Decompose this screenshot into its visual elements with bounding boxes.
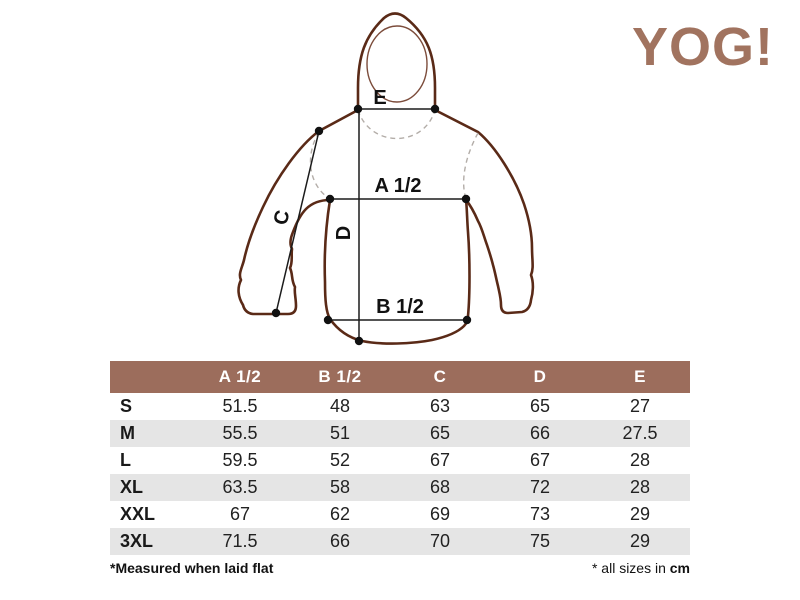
- right-armhole-seam: [464, 133, 478, 199]
- table-row-s: [110, 393, 690, 420]
- value-cell: 67: [529, 450, 551, 470]
- value-cell: 27: [629, 396, 651, 416]
- brand-logo: YOG!: [631, 17, 774, 77]
- header-cell-c: C: [433, 367, 447, 386]
- value-cell: 28: [629, 450, 651, 470]
- value-cell: 68: [429, 477, 451, 497]
- size-label: S: [120, 396, 133, 416]
- hood-outline: [358, 14, 435, 111]
- value-cell: 29: [629, 531, 651, 551]
- table-row-l: [110, 447, 690, 474]
- header-cell-a: A 1/2: [218, 367, 262, 386]
- size-label: 3XL: [120, 531, 154, 551]
- value-cell: 58: [329, 477, 351, 497]
- label-c: C: [269, 208, 295, 228]
- value-cell: 51.5: [222, 396, 258, 416]
- size-label: XXL: [120, 504, 156, 524]
- value-cell: 28: [629, 477, 651, 497]
- table-row-xxl: [110, 501, 690, 528]
- footnote-measured-flat: *Measured when laid flat: [110, 560, 274, 576]
- value-cell: 72: [529, 477, 551, 497]
- value-cell: 59.5: [222, 450, 258, 470]
- value-cell: 66: [329, 531, 351, 551]
- value-cell: 67: [229, 504, 251, 524]
- value-cell: 63.5: [222, 477, 258, 497]
- table-header-row: [110, 361, 690, 393]
- table-row-xl: [110, 474, 690, 501]
- size-label: L: [120, 450, 131, 470]
- footnote-units-unit: cm: [669, 560, 690, 576]
- measurement-dots: [269, 105, 471, 345]
- size-table: [110, 361, 690, 555]
- value-cell: 63: [429, 396, 451, 416]
- header-cell-d: D: [533, 367, 547, 386]
- value-cell: 71.5: [222, 531, 258, 551]
- label-d: D: [333, 225, 355, 241]
- value-cell: 67: [429, 450, 451, 470]
- left-armhole-seam: [310, 132, 330, 199]
- label-e: E: [373, 87, 387, 109]
- value-cell: 55.5: [222, 423, 258, 443]
- label-b-half: B 1/2: [376, 296, 424, 318]
- size-label: M: [120, 423, 135, 443]
- left-sleeve-outline: [239, 110, 358, 314]
- value-cell: 62: [329, 504, 351, 524]
- label-a-half: A 1/2: [374, 175, 422, 197]
- value-cell: 75: [529, 531, 551, 551]
- footnote-units: [390, 560, 690, 576]
- value-cell: 66: [529, 423, 551, 443]
- value-cell: 27.5: [622, 423, 658, 443]
- value-cell: 29: [629, 504, 651, 524]
- value-cell: 65: [429, 423, 451, 443]
- value-cell: 65: [529, 396, 551, 416]
- value-cell: 70: [429, 531, 451, 551]
- header-cell-b: B 1/2: [318, 367, 362, 386]
- header-cell-e: E: [634, 367, 646, 386]
- table-row-3xl: [110, 528, 690, 555]
- collar-seam: [358, 110, 435, 139]
- value-cell: 69: [429, 504, 451, 524]
- body-outline: [325, 200, 470, 344]
- value-cell: 48: [329, 396, 351, 416]
- footnote-units-text: * all sizes in: [591, 560, 670, 576]
- right-sleeve-outline: [435, 110, 533, 313]
- value-cell: 52: [329, 450, 351, 470]
- size-label: XL: [120, 477, 144, 497]
- value-cell: 51: [329, 423, 351, 443]
- table-row-m: [110, 420, 690, 447]
- value-cell: 73: [529, 504, 551, 524]
